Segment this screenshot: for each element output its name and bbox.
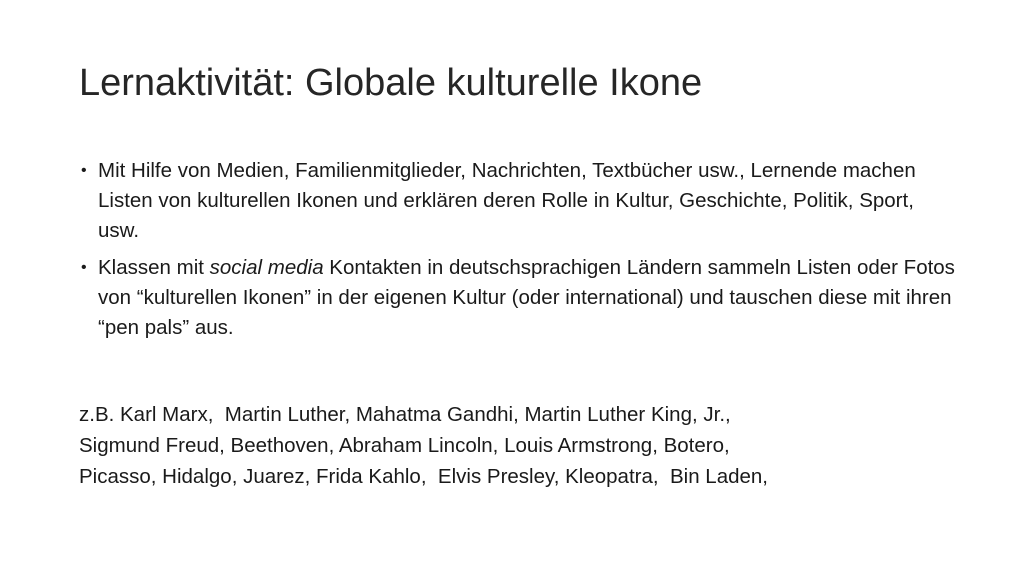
examples-line: z.B. Karl Marx, Martin Luther, Mahatma Gandhi, Martin Luther King, Jr., <box>79 403 731 426</box>
bullet-marker: • <box>81 162 87 179</box>
examples-paragraph <box>79 399 959 492</box>
examples-line: Picasso, Hidalgo, Juarez, Frida Kahlo, Elvis Presley, Kleopatra, Bin Laden, <box>79 465 768 488</box>
examples-line: Sigmund Freud, Beethoven, Abraham Lincoln, Louis Armstrong, Botero, <box>79 434 730 457</box>
bullet-text-italic: social media <box>209 256 324 279</box>
bullet-list <box>79 156 959 350</box>
bullet-text: Mit Hilfe von Medien, Familienmitglieder, Nachrichten, Textbücher usw., Lernende machen Listen von kulturellen Ikonen und erklären deren Rolle in Kultur, Geschichte, Politik, Sport, usw. <box>98 159 916 242</box>
bullet-text-end: Kontakten in deutschsprachigen Ländern sammeln Listen oder Fotos von “kulturellen Ikonen” in der eigenen Kultur (oder international) und tauschen diese mit ihren “pen pals” aus. <box>98 256 955 339</box>
bullet-text-start: Klassen mit <box>98 256 210 279</box>
bullet-item-media-lists <box>79 156 959 246</box>
bullet-item-social-media <box>79 253 959 343</box>
bullet-marker: • <box>81 259 87 276</box>
bullet-text <box>98 256 955 339</box>
slide-title: Lernaktivität: Globale kulturelle Ikone <box>79 62 703 104</box>
